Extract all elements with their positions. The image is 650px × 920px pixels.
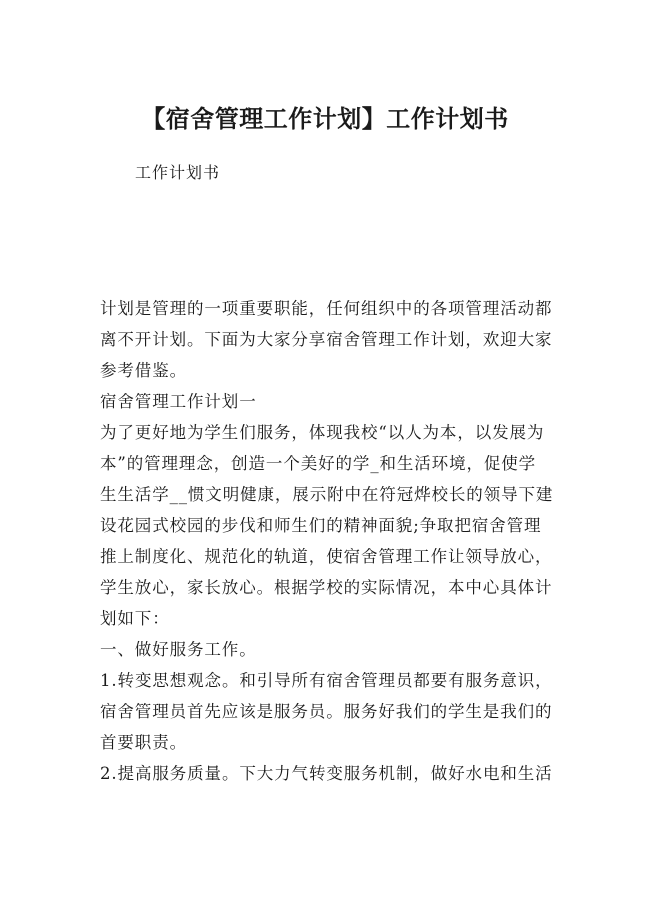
section-heading: 一、做好服务工作。	[100, 640, 257, 659]
body-line: 参考借鉴。	[100, 361, 187, 380]
body-line: 本”的管理理念，创造一个美好的学_和生活环境，促使学	[100, 454, 537, 473]
body-line: 离不开计划。下面为大家分享宿舍管理工作计划，欢迎大家	[100, 330, 553, 349]
body-line: 2.提高服务质量。下大力气转变服务机制，做好水电和生活	[100, 764, 553, 783]
section-heading: 宿舍管理工作计划一	[100, 392, 257, 411]
document-body	[100, 293, 560, 789]
body-line: 推上制度化、规范化的轨道，使宿舍管理工作让领导放心，	[100, 547, 553, 566]
body-line: 1.转变思想观念。和引导所有宿舍管理员都要有服务意识，	[100, 671, 553, 690]
body-line: 宿舍管理员首先应该是服务员。服务好我们的学生是我们的	[100, 702, 553, 721]
body-line: 首要职责。	[100, 733, 187, 752]
body-line: 为了更好地为学生们服务，体现我校“以人为本，以发展为	[100, 423, 545, 442]
body-line: 计划是管理的一项重要职能，任何组织中的各项管理活动都	[100, 299, 553, 318]
body-line: 设花园式校园的步伐和师生们的精神面貌;争取把宿舍管理	[100, 516, 542, 535]
body-line: 划如下：	[100, 609, 170, 628]
body-line: 学生放心，家长放心。根据学校的实际情况，本中心具体计	[100, 578, 553, 597]
document-subtitle: 工作计划书	[135, 163, 221, 182]
document-title: 【宿舍管理工作计划】工作计划书	[141, 104, 509, 133]
body-line: 生生活学__惯文明健康，展示附中在符冠烨校长的领导下建	[100, 485, 554, 504]
